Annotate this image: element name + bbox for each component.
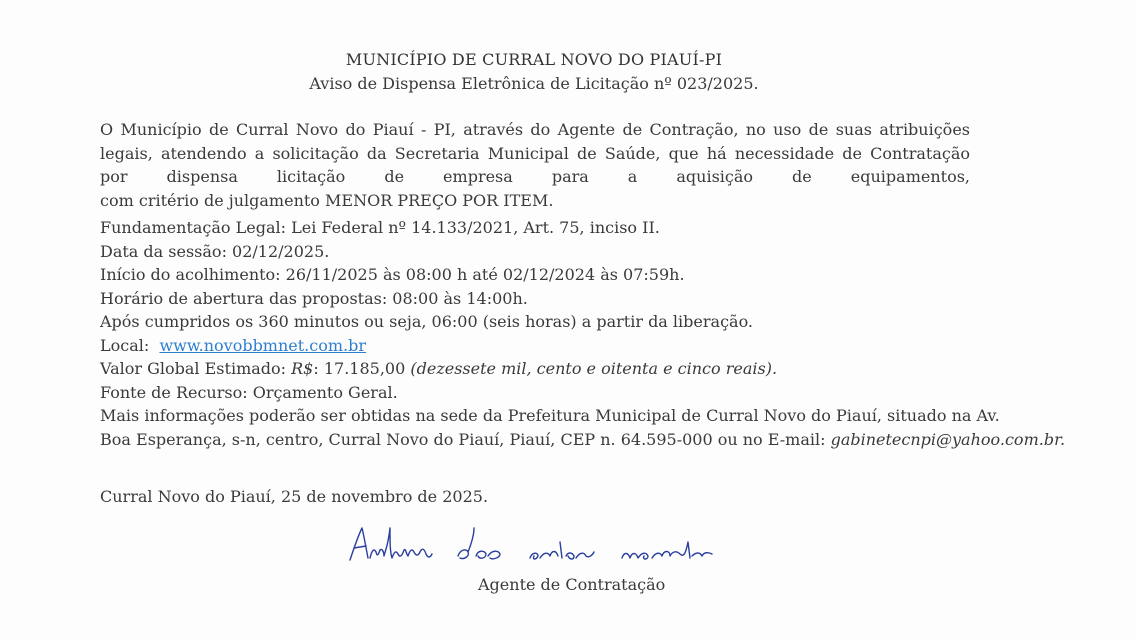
handwritten-signature xyxy=(340,522,810,570)
intro-line: com critério de julgamento MENOR PREÇO POR ITEM. xyxy=(100,190,554,210)
address-text: Boa Esperança, s-n, centro, Curral Novo do Piauí, Piauí, CEP n. 64.595-000 ou no E-mail: xyxy=(100,429,831,449)
valor-currency: R$ xyxy=(291,359,314,378)
local-label: Local: xyxy=(100,335,150,355)
page-title: MUNICÍPIO DE CURRAL NOVO DO PIAUÍ-PI xyxy=(345,50,723,69)
valor-global xyxy=(100,357,1060,381)
intro-line: legais, atendendo a solicitação da Secretaria Municipal de Saúde, que há necessidade de Contratação xyxy=(100,143,970,163)
email-address[interactable]: gabinetecnpi@yahoo.com.br. xyxy=(830,429,1066,449)
closing-date: Curral Novo do Piauí, 25 de novembro de 2025. xyxy=(100,487,489,506)
info-list xyxy=(100,216,1066,451)
local-link[interactable]: www.novobbmnet.com.br xyxy=(159,335,367,355)
intro-line: O Município de Curral Novo do Piauí - PI, através do Agente de Contração, no uso de suas atribuições xyxy=(100,120,970,139)
data-sessao: Data da sessão: 02/12/2025. xyxy=(100,241,330,261)
inicio-acolhimento: Início do acolhimento: 26/11/2025 às 08:00 h até 02/12/2024 às 07:59h. xyxy=(100,265,685,284)
horario-abertura: Horário de abertura das propostas: 08:00 às 14:00h. xyxy=(100,288,528,308)
local-line xyxy=(100,334,1060,358)
intro-line: por dispensa licitação de empresa para a aquisição de equipamentos, xyxy=(100,167,970,186)
page-subtitle: Aviso de Dispensa Eletrônica de Licitação nº 023/2025. xyxy=(309,74,759,93)
valor-extenso: (dezessete mil, cento e oitenta e cinco reais). xyxy=(410,359,778,378)
valor-label: Valor Global Estimado: xyxy=(100,359,292,378)
mais-informacoes-line xyxy=(100,428,1066,452)
intro-paragraph xyxy=(100,118,970,212)
fonte-recurso: Fonte de Recurso: Orçamento Geral. xyxy=(100,382,398,402)
header xyxy=(0,50,1068,93)
fundamentacao-legal: Fundamentação Legal: Lei Federal nº 14.133/2021, Art. 75, inciso II. xyxy=(100,218,660,237)
apos-cumpridos: Após cumpridos os 360 minutos ou seja, 06:00 (seis horas) a partir da liberação. xyxy=(100,312,753,331)
signer-role: Agente de Contratação xyxy=(478,575,666,594)
mais-informacoes-line: Mais informações poderão ser obtidas na sede da Prefeitura Municipal de Curral Novo do Piauí, situado na Av. xyxy=(100,406,1000,425)
valor-amount: : 17.185,00 xyxy=(313,359,411,378)
